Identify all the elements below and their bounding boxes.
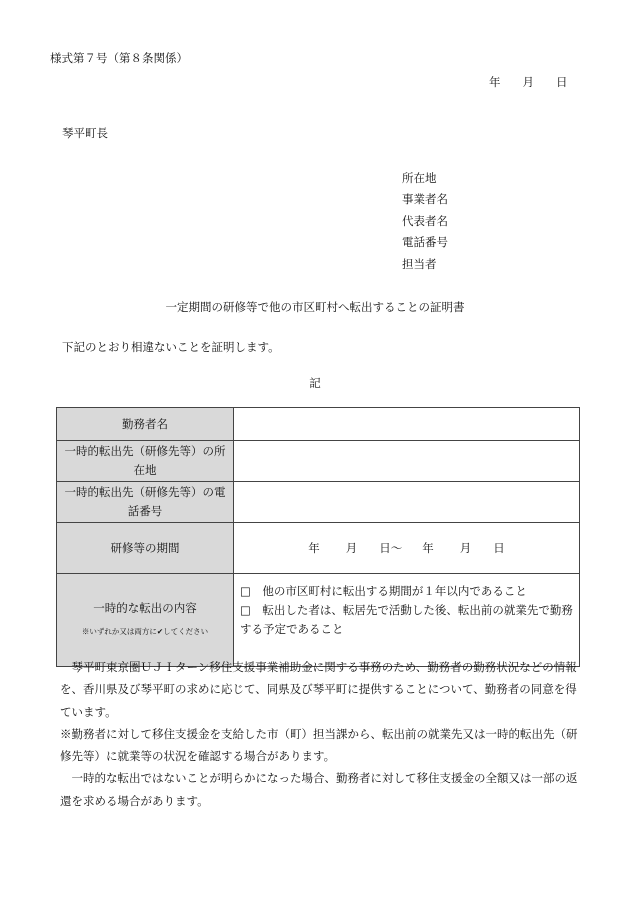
worker-name-label: 勤務者名	[57, 408, 234, 441]
date-month: 月	[522, 75, 534, 89]
addressee: 琴平町長	[62, 126, 108, 140]
date-year: 年	[489, 75, 501, 89]
confirmation-note: ※勤務者に対して移住支援金を支給した市（町）担当課から、転出前の就業先又は一時的転出先（研修先等）に就業等の状況を確認する場合があります。	[60, 726, 578, 764]
certifier-field: 電話番号	[402, 235, 448, 250]
certifier-field: 所在地	[402, 171, 437, 185]
temp-dest-address-label: 一時的転出先（研修先等）の所在地	[57, 441, 234, 482]
temp-dest-tel-field[interactable]	[234, 482, 580, 523]
temp-dest-address-field[interactable]	[234, 441, 580, 482]
option-within-one-year[interactable]: □ 他の市区町村に転出する期間が１年以内であること	[240, 584, 527, 598]
ki-heading: 記	[309, 376, 321, 390]
option-return-to-employer[interactable]: □ 転出した者は、転居先で活動した後、転出前の就業先で勤務する予定であること	[240, 603, 573, 636]
table-row	[57, 523, 580, 574]
table-row	[57, 441, 580, 482]
period-end-year: 年	[422, 541, 434, 555]
period-field[interactable]	[234, 523, 580, 574]
content-options	[234, 574, 580, 667]
date-line	[489, 74, 568, 90]
document-title: 一定期間の研修等で他の市区町村へ転出することの証明書	[165, 300, 465, 314]
refund-note: 一時的な転出ではないことが明らかになった場合、勤務者に対して移住支援金の全額又は一部の返還を求める場合があります。	[60, 771, 578, 808]
certifier-field: 担当者	[402, 256, 437, 271]
period-start-month: 月	[345, 541, 358, 555]
content-label-cell	[57, 574, 234, 667]
table-row	[57, 408, 580, 441]
form-number: 様式第７号（第８条関係）	[50, 51, 188, 65]
consent-note: 琴平町東京圏ＵＪＩターン移住支援事業補助金に関する事務のため、勤務者の勤務状況などの情報を、香川県及び琴平町の求めに応じて、同県及び琴平町に提供することについて、勤務者の同意を得ています。	[60, 660, 577, 719]
period-label: 研修等の期間	[57, 523, 234, 574]
date-day: 日	[556, 75, 568, 89]
certifier-field: 代表者名	[402, 213, 448, 228]
content-label: 一時的な転出の内容	[93, 601, 197, 615]
certifier-field: 事業者名	[402, 192, 448, 207]
intro-text: 下記のとおり相違ないことを証明します。	[62, 340, 280, 354]
content-note: ※いずれか又は両方に✔してください	[81, 627, 209, 636]
worker-name-field[interactable]	[234, 408, 580, 441]
period-end-month: 月	[459, 541, 472, 555]
period-start-year: 年	[308, 541, 320, 555]
period-end-day: 日	[493, 541, 505, 555]
notes	[60, 656, 580, 812]
table-row	[57, 482, 580, 523]
period-start-day: 日～	[379, 541, 403, 555]
certifier-block	[402, 168, 448, 275]
certificate-table	[56, 407, 580, 667]
temp-dest-tel-label: 一時的転出先（研修先等）の電話番号	[57, 482, 234, 523]
table-row	[57, 574, 580, 667]
